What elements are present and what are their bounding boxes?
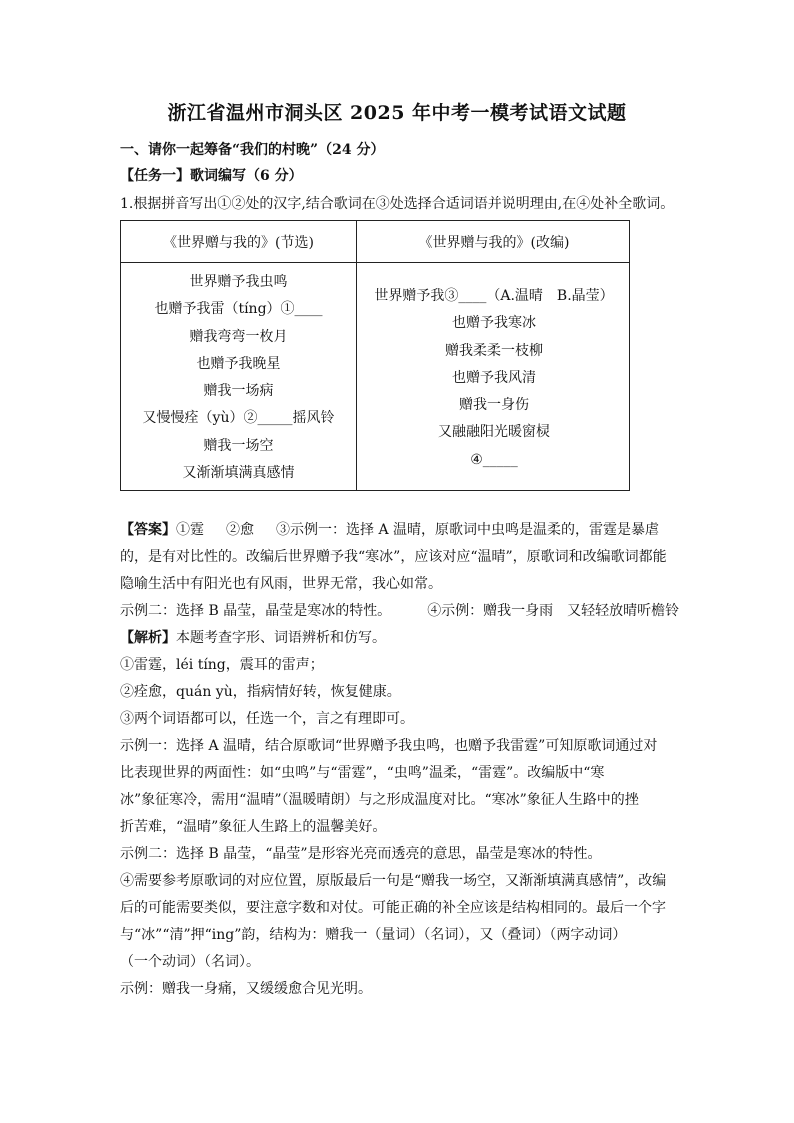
lyric-line: 又慢慢痊（yù）②_____摇风铃 [142, 410, 335, 427]
task-heading: 【任务一】歌词编写（6 分） [120, 168, 303, 184]
analysis-line-9: 示例二：选择 B 晶莹，“晶莹”是形容光亮而透亮的意思，晶莹是寒冰的特性。 [120, 846, 602, 862]
answer-line-3: 隐喻生活中有阳光也有风雨，世界无常，我心如常。 [120, 576, 442, 592]
analysis-line-7: 冰”象征寒冷，需用“温晴”（温暖晴朗）与之形成温度对比。“寒冰”象征人生路中的挫 [120, 792, 639, 808]
table-header-original: 《世界赠与我的》(节选) [163, 235, 314, 251]
analysis-line-3: ②痊愈，quán yù，指病情好转，恢复健康。 [120, 684, 401, 700]
original-lyrics [121, 269, 356, 487]
lyric-line: 也赠予我寒冰 [452, 315, 536, 332]
lyric-line: 世界赠予我虫鸣 [189, 274, 288, 290]
adapted-lyrics [357, 283, 631, 474]
answer-line-2: 的，是有对比性的。改编后世界赠予我“寒冰”，应该对应“温晴”，原歌词和改编歌词都能 [120, 549, 667, 565]
lyric-line: 也赠予我雷（tíng）①____ [154, 301, 323, 318]
analysis-line-5: 示例一：选择 A 温晴，结合原歌词“世界赠予我虫鸣，也赠予我雷霆”可知原歌词通过对 [120, 738, 658, 754]
lyric-line: 也赠予我晚星 [196, 355, 281, 372]
lyric-line: 世界赠予我③____（A.温晴 B.晶莹） [374, 288, 614, 304]
analysis-line-13: （一个动词）（名词）。 [120, 954, 260, 970]
lyric-line: 赠我一场病 [203, 383, 274, 400]
answer-item-4: ④示例：赠我一身雨 又轻轻放晴听檐铃 [427, 603, 680, 619]
lyric-line: 又渐渐填满真感情 [182, 465, 295, 482]
analysis-intro: 本题考查字形、词语辨析和仿写。 [176, 630, 386, 646]
analysis-line-11: 后的可能需要类似，要注意字数和对仗。可能正确的补全应该是结构相同的。最后一个字 [120, 900, 666, 916]
answer-item-3: ③示例一：选择 A 温晴，原歌词中虫鸣是温柔的，雷霆是暴虐 [276, 522, 660, 538]
lyric-line: 又融融阳光暖窗棂 [438, 424, 550, 441]
lyric-line: 也赠予我风清 [452, 369, 536, 386]
answer-line-4 [120, 598, 680, 625]
analysis-line-2: ①雷霆，léi tíng，震耳的雷声； [120, 657, 324, 673]
analysis-line-1 [120, 625, 680, 652]
lyric-line: ④_____ [470, 451, 518, 468]
lyric-line: 赠我一场空 [203, 437, 274, 454]
analysis-line-4: ③两个词语都可以，任选一个，言之有理即可。 [120, 711, 414, 727]
table-header-divider [121, 262, 629, 263]
page-title: 浙江省温州市洞头区 2025 年中考一模考试语文试题 [167, 102, 627, 124]
analysis-line-8: 折苦难，“温晴”象征人生路上的温馨美好。 [120, 819, 387, 835]
lyrics-table [120, 220, 630, 491]
lyric-line: 赠我柔柔一枝柳 [445, 342, 543, 359]
analysis-line-10: ④需要参考原歌词的对应位置，原版最后一句是“赠我一场空，又渐渐填满真感情”，改编 [120, 873, 667, 889]
answer-example-2: 示例二：选择 B 晶莹，晶莹是寒冰的特性。 [120, 603, 392, 619]
analysis-line-14: 示例：赠我一身痛，又缓缓愈合见光明。 [120, 981, 372, 997]
answer-item-2: ②愈 [226, 522, 254, 538]
answer-block [120, 517, 680, 1003]
section-heading: 一、请你一起筹备“我们的村晚”（24 分） [120, 142, 385, 158]
answer-item-1: ①霆 [176, 522, 204, 538]
table-header-adapted: 《世界赠与我的》(改编) [418, 235, 570, 251]
analysis-line-12: 与“冰”“清”押“ing”韵，结构为：赠我一（量词）（名词），又（叠词）（两字动词） [120, 927, 627, 943]
lyric-line: 赠我一身伤 [459, 397, 529, 414]
analysis-label: 【解析】 [120, 630, 176, 646]
lyric-line: 赠我弯弯一枚月 [189, 328, 288, 345]
answer-label: 【答案】 [120, 522, 176, 538]
answer-line-1 [120, 517, 680, 544]
analysis-line-6: 比表现世界的两面性：如“虫鸣”与“雷霆”，“虫鸣”温柔，“雷霆”。改编版中“寒 [120, 765, 605, 781]
question-text: 1.根据拼音写出①②处的汉字,结合歌词在③处选择合适词语并说明理由,在④处补全歌词。 [120, 196, 675, 212]
